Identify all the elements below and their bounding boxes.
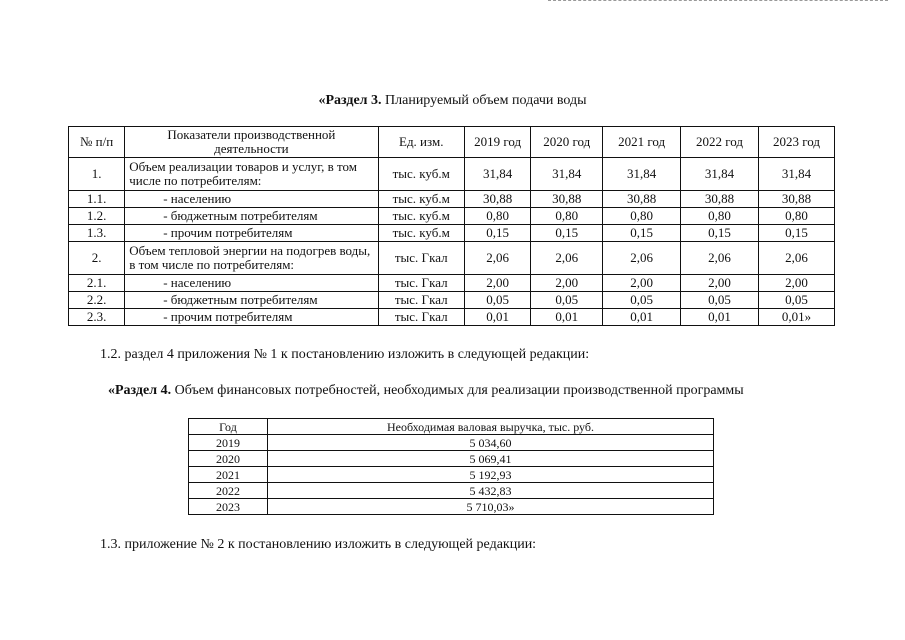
header-unit: Ед. изм.: [378, 127, 464, 158]
header-no: № п/п: [69, 127, 125, 158]
row-value: 30,88: [759, 191, 835, 208]
row-value: 0,80: [681, 208, 759, 225]
row-unit: тыс. куб.м: [378, 158, 464, 191]
section-3-heading: [0, 93, 905, 109]
header-year: 2023 год: [759, 127, 835, 158]
row-value: 2,06: [759, 242, 835, 275]
row-value: 2,00: [681, 275, 759, 292]
table-header-row: [189, 419, 714, 435]
page-edge-line: [548, 0, 888, 1]
table-row: [189, 451, 714, 467]
row-no: 2.3.: [69, 309, 125, 326]
section-3-prefix: «Раздел 3.: [318, 93, 382, 108]
row-year: 2020: [189, 451, 268, 467]
paragraph-1-2: 1.2. раздел 4 приложения № 1 к постановлению изложить в следующей редакции:: [100, 347, 590, 362]
row-name: Объем реализации товаров и услуг, в том числе по потребителям:: [125, 158, 378, 191]
row-value: 30,88: [681, 191, 759, 208]
row-value: 31,84: [759, 158, 835, 191]
row-value: 0,01: [603, 309, 681, 326]
table-row: [189, 435, 714, 451]
row-value: 0,05: [531, 292, 603, 309]
row-revenue: 5 432,83: [268, 483, 714, 499]
table-header-row: [69, 127, 835, 158]
row-value: 0,01: [464, 309, 530, 326]
row-value: 0,80: [464, 208, 530, 225]
row-unit: тыс. Гкал: [378, 309, 464, 326]
row-name: - прочим потребителям: [125, 309, 378, 326]
row-name: Объем тепловой энергии на подогрев воды, в том числе по потребителям:: [125, 242, 378, 275]
row-unit: тыс. Гкал: [378, 242, 464, 275]
row-value: 0,80: [531, 208, 603, 225]
row-no: 1.: [69, 158, 125, 191]
row-value: 2,00: [759, 275, 835, 292]
table-row: [189, 467, 714, 483]
table-row: [189, 499, 714, 515]
row-revenue: 5 069,41: [268, 451, 714, 467]
table-row: [69, 225, 835, 242]
section-3-title: Планируемый объем подачи воды: [385, 93, 587, 108]
row-value: 0,15: [603, 225, 681, 242]
row-value: 0,15: [681, 225, 759, 242]
water-supply-table: [68, 126, 835, 326]
row-value: 2,00: [603, 275, 681, 292]
row-name: - бюджетным потребителям: [125, 292, 378, 309]
table-row: [69, 191, 835, 208]
header-year: Год: [189, 419, 268, 435]
row-no: 2.2.: [69, 292, 125, 309]
row-value: 31,84: [464, 158, 530, 191]
row-value: 0,01: [681, 309, 759, 326]
header-year: 2022 год: [681, 127, 759, 158]
section-4-title: Объем финансовых потребностей, необходимых для реализации производственной программы: [174, 383, 744, 398]
row-unit: тыс. куб.м: [378, 225, 464, 242]
header-revenue: Необходимая валовая выручка, тыс. руб.: [268, 419, 714, 435]
row-year: 2022: [189, 483, 268, 499]
row-name: - прочим потребителям: [125, 225, 378, 242]
header-year: 2021 год: [603, 127, 681, 158]
header-year: 2019 год: [464, 127, 530, 158]
row-unit: тыс. Гкал: [378, 275, 464, 292]
section-4-prefix: «Раздел 4.: [108, 383, 172, 398]
row-value: 2,00: [531, 275, 603, 292]
header-year: 2020 год: [531, 127, 603, 158]
table-row: [69, 208, 835, 225]
row-value: 30,88: [464, 191, 530, 208]
table-row: [189, 483, 714, 499]
table-row: [69, 292, 835, 309]
table-row: [69, 242, 835, 275]
row-year: 2019: [189, 435, 268, 451]
row-unit: тыс. куб.м: [378, 208, 464, 225]
row-no: 2.: [69, 242, 125, 275]
row-value: 0,05: [759, 292, 835, 309]
row-value: 2,06: [464, 242, 530, 275]
row-revenue: 5 710,03»: [268, 499, 714, 515]
row-unit: тыс. Гкал: [378, 292, 464, 309]
row-name: - населению: [125, 191, 378, 208]
row-no: 1.1.: [69, 191, 125, 208]
row-no: 1.2.: [69, 208, 125, 225]
row-value: 31,84: [603, 158, 681, 191]
revenue-table: [188, 418, 714, 515]
row-value: 0,05: [603, 292, 681, 309]
row-value: 2,06: [681, 242, 759, 275]
row-year: 2023: [189, 499, 268, 515]
row-value: 30,88: [531, 191, 603, 208]
row-value: 0,01: [531, 309, 603, 326]
row-revenue: 5 192,93: [268, 467, 714, 483]
row-no: 1.3.: [69, 225, 125, 242]
row-value: 0,01»: [759, 309, 835, 326]
section-4-heading: [108, 383, 744, 399]
row-unit: тыс. куб.м: [378, 191, 464, 208]
row-value: 0,15: [759, 225, 835, 242]
row-value: 0,80: [603, 208, 681, 225]
row-value: 2,06: [531, 242, 603, 275]
row-value: 2,00: [464, 275, 530, 292]
row-value: 0,05: [464, 292, 530, 309]
row-name: - бюджетным потребителям: [125, 208, 378, 225]
header-indicator: Показатели производственной деятельности: [125, 127, 378, 158]
row-name: - населению: [125, 275, 378, 292]
row-no: 2.1.: [69, 275, 125, 292]
paragraph-1-3: 1.3. приложение № 2 к постановлению изложить в следующей редакции:: [100, 537, 537, 552]
row-value: 0,05: [681, 292, 759, 309]
row-year: 2021: [189, 467, 268, 483]
row-value: 0,80: [759, 208, 835, 225]
table-row: [69, 309, 835, 326]
row-value: 31,84: [531, 158, 603, 191]
row-revenue: 5 034,60: [268, 435, 714, 451]
row-value: 2,06: [603, 242, 681, 275]
row-value: 0,15: [464, 225, 530, 242]
row-value: 31,84: [681, 158, 759, 191]
row-value: 30,88: [603, 191, 681, 208]
table-row: [69, 158, 835, 191]
table-row: [69, 275, 835, 292]
row-value: 0,15: [531, 225, 603, 242]
